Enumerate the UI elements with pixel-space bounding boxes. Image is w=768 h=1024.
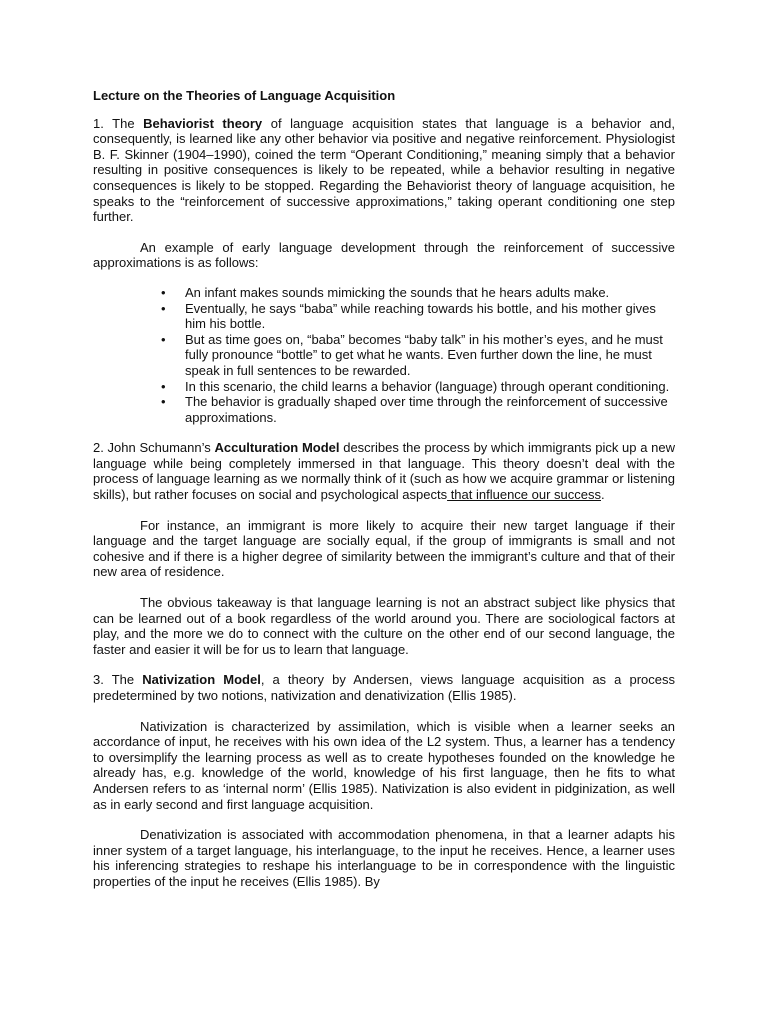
section-3-paragraph [93, 672, 675, 703]
section-1-term: Behaviorist theory [143, 115, 263, 131]
section-3-text: , a theory by Andersen, views language acquisition as a process predetermined by two notions, nativization and denativization (Ellis 1985). [93, 672, 675, 703]
list-item [161, 300, 675, 332]
list-item-text: The behavior is gradually shaped over time through the reinforcement of successive approximations. [185, 394, 668, 425]
list-item-text: Eventually, he says “baba” while reaching towards his bottle, and his mother gives him his bottle. [185, 300, 656, 332]
bullet-icon: • [161, 300, 166, 316]
list-item-text: But as time goes on, “baba” becomes “baby talk” in his mother’s eyes, and he must fully pronounce “bottle” to get what he wants. Even further down the line, he must speak in full sentences to be rewarded. [185, 331, 663, 378]
section-2-paragraph [93, 440, 675, 502]
example-bullet-list [93, 285, 675, 425]
document-title: Lecture on the Theories of Language Acquisition [93, 88, 396, 103]
section-2-term: Acculturation Model [214, 440, 340, 456]
section-3-paragraph-3: Denativization is associated with accommodation phenomena, in that a learner adapts his inner system of a target language, his interlanguage, to the input he receives. Hence, a learner uses his inferencing strategies to reshape his interlanguage to be in correspondence with the linguistic properties of the input he receives (Ellis 1985). By [93, 827, 675, 889]
section-2-paragraph-2: For instance, an immigrant is more likely to acquire their new target language if their language and the target language are socially equal, if the group of immigrants is small and not cohesive and if there is a higher degree of similarity between the immigrant’s culture and that of their new area of residence. [93, 517, 675, 580]
list-item [161, 331, 675, 379]
list-item-text: In this scenario, the child learns a behavior (language) through operant conditioning. [185, 378, 670, 394]
section-3-lead: 3. The [93, 672, 143, 688]
section-1-example-intro: An example of early language development through the reinforcement of successive approximations is as follows: [93, 239, 675, 271]
section-1-paragraph [93, 116, 675, 225]
list-item [161, 394, 675, 425]
section-1-text: of language acquisition states that language is a behavior and, consequently, is learned like any other behavior via positive and negative reinforcement. Physiologist B. F. Skinner (1904–1990), coined the term “Operant Conditioning,” meaning simply that a behavior resulting in positive consequences is likely to be repeated, while a behavior resulting in negative consequences is likely to be stopped. Regarding the Behaviorist theory of language acquisition, he speaks to the “reinforcement of successive approximations,” taking operant conditioning one step further. [93, 115, 675, 225]
bullet-icon: • [161, 394, 166, 410]
section-2-paragraph-3: The obvious takeaway is that language learning is not an abstract subject like physics that can be learned out of a book regardless of the world around you. There are sociological factors at play, and the more we do to connect with the culture on the other end of our second language, the faster and easier it will be for us to learn that language. [93, 595, 675, 657]
section-2-underlined-text: that influence our success [447, 487, 601, 503]
list-item [161, 284, 675, 301]
bullet-icon: • [161, 284, 166, 300]
bullet-icon: • [161, 378, 166, 394]
list-item-text: An infant makes sounds mimicking the sounds that he hears adults make. [185, 284, 610, 300]
bullet-icon: • [161, 331, 166, 347]
section-2-text: describes the process by which immigrants pick up a new language while being completely immersed in that language. This theory doesn’t deal with the process of language learning as we normally think of it (such as how we acquire grammar or listening skills), but rather focuses on social and psychological aspects [93, 440, 675, 503]
section-3-term: Nativization Model [142, 672, 261, 688]
section-2-tail: . [601, 487, 605, 503]
section-1-lead: 1. The [93, 115, 144, 131]
section-3-paragraph-2: Nativization is characterized by assimilation, which is visible when a learner seeks an accordance of input, he receives with his own idea of the L2 system. Thus, a learner has a tendency to oversimplify the learning process as well as to create hypotheses founded on the knowledge he already has, e.g. knowledge of the world, knowledge of his first language, then he fits to what Andersen refers to as ‘internal norm’ (Ellis 1985). Nativization is also evident in pidginization, as well as in early second and first language acquisition. [93, 718, 675, 812]
document-page [93, 88, 675, 905]
section-2-lead: 2. John Schumann’s [93, 440, 215, 456]
list-item [161, 378, 675, 395]
